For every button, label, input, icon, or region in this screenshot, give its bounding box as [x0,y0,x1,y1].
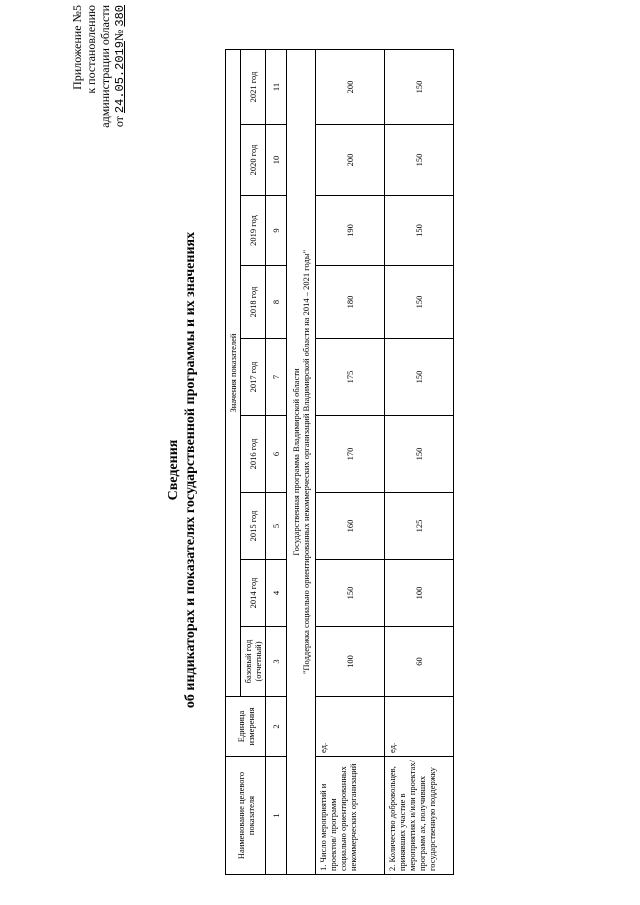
column-number: 7 [266,339,287,416]
column-number: 9 [266,196,287,266]
indicator-value: 150 [385,266,454,339]
document-date: 24.05.2019 [113,41,127,114]
header-name: Наименование целевого показателя [226,757,266,875]
header-year: 2016 год [241,416,266,493]
program-row [287,49,316,874]
column-number: 10 [266,125,287,196]
indicator-value: 170 [316,416,385,493]
header-year: 2017 год [241,339,266,416]
indicator-value: 160 [316,493,385,560]
indicator-value: 200 [316,49,385,124]
page-title: Сведения [166,439,181,501]
column-number: 11 [266,49,287,124]
indicator-value: 175 [316,339,385,416]
header-year: 2021 год [241,49,266,124]
header-year: 2015 год [241,493,266,560]
indicator-unit: ед. [385,697,454,757]
indicator-value: 60 [385,627,454,697]
indicator-value: 150 [385,339,454,416]
indicator-value: 190 [316,196,385,266]
indicator-value: 150 [385,196,454,266]
indicator-value: 100 [385,560,454,627]
header-row-1 [226,49,241,874]
indicator-value: 180 [316,266,385,339]
column-number: 6 [266,416,287,493]
column-number: 1 [266,757,287,875]
appendix-line-3: администрации области [98,5,112,128]
indicator-value: 150 [385,416,454,493]
indicator-value: 200 [316,125,385,196]
indicator-value: 150 [316,560,385,627]
column-number: 3 [266,627,287,697]
header-year: базовый год (отчетный) [241,627,266,697]
column-number: 8 [266,266,287,339]
column-number: 4 [266,560,287,627]
indicator-value: 100 [316,627,385,697]
header-year: 2014 год [241,560,266,627]
header-year: 2019 год [241,196,266,266]
document-number: 380 [113,5,127,27]
column-number-row [266,49,287,874]
indicator-name: 1. Число мероприятий и проектов/ программ социально ориентированных некоммерческих организаций [316,757,385,875]
column-number: 2 [266,697,287,757]
appendix-block [70,5,127,165]
header-unit: Единица измерения [226,697,266,757]
number-sign: № [112,29,126,42]
header-values-group: Значения показателей [226,49,241,696]
header-year: 2020 год [241,125,266,196]
page-subtitle: об индикаторах и показателях государственной программы и их значениях [183,231,198,709]
title-block [165,55,199,885]
table-row [316,49,385,874]
program-line-1: Государственная программа Владимирской области [291,368,301,556]
indicator-name: 2. Количество добровольцев, принявших участие в мероприятиях и/или проектах/программ ах, получивших государственную поддержку [385,757,454,875]
date-prefix: от [112,116,126,128]
table-row [385,49,454,874]
program-cell [287,49,316,874]
indicator-value: 150 [385,49,454,124]
indicators-table [225,49,454,875]
appendix-date-line [112,5,127,165]
program-line-2: "Поддержка социально ориентированных некоммерческих организаций Владимирской области на 2014 – 2021 годы" [301,249,311,675]
appendix-line-1: Приложение №5 [70,5,84,90]
indicator-value: 150 [385,125,454,196]
indicator-unit: ед. [316,697,385,757]
column-number: 5 [266,493,287,560]
header-year: 2018 год [241,266,266,339]
appendix-line-2: к постановлению [84,5,98,94]
indicator-value: 125 [385,493,454,560]
